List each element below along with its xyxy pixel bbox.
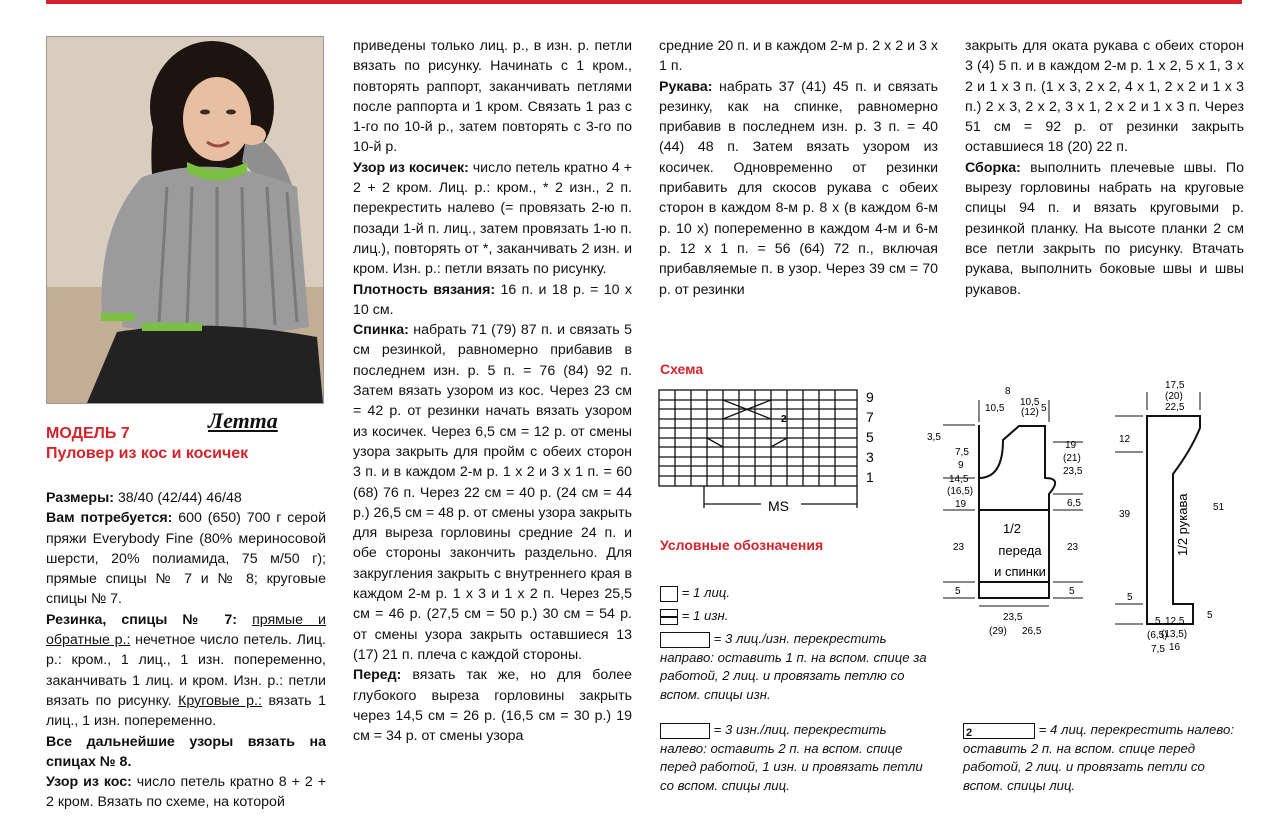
further-note: Все дальнейшие узоры вязать на спицах № 8. [46,733,326,770]
row-label-5: 5 [866,429,874,445]
back-label: Спинка: [353,322,409,339]
dim-arm-165: (16,5) [947,486,974,497]
sleeve-continued: закрыть для оката рукава с обеих сторон 3 (4) 5 п. и в каждом 2-м р. 1 х 2, 5 х 1, 3 х 2 и 1 х 3 п. (1 х 3, 2 х 2, 4 х 1, 2 х 2 и 1 х 3 п.) 2 х 3, 2 х 2, 3 х 1, 2 х 2 и 1 х 3 п. Через 51 см = 92 р. от резинки закрыть оставшиеся 18 (20) 22 п. [965,38,1244,156]
legend-knit-text: = 1 лиц. [681,585,731,600]
scheme-title: Схема [660,361,704,377]
braid-label: Узор из косичек: [353,159,469,176]
legend-cross-right-text: = 3 лиц./изн. перекрестить направо: оставить 1 п. на вспом. спице за работой, 2 лиц. и провязать петлю со вспом. спицы изн. [660,631,927,702]
dim-sleeve-top-a: 17,5 [1165,380,1185,391]
text-column-1 [46,488,326,813]
dim-sleeve-5: 5 [1127,592,1133,603]
dim-neck-35: 3,5 [927,432,941,443]
brand-logo: Летта [208,408,278,433]
body-label-2: переда [998,543,1042,558]
chart-mark: 2 [781,414,787,425]
dim-bottom-c: 26,5 [1022,626,1042,637]
legend-title: Условные обозначения [660,537,824,553]
sizes-value: 38/40 (42/44) 46/48 [113,490,242,506]
dim-sleeve-top-c: 22,5 [1165,402,1185,413]
dim-shoulder-a: 10,5 [985,403,1005,414]
model-heading [46,424,248,464]
front-continued: средние 20 п. и в каждом 2-м р. 2 х 2 и 3 х 1 п. [659,38,938,75]
dim-neck-top: 8 [1005,386,1011,397]
dim-l-5: 5 [955,586,961,597]
dim-sleeve-12: 12 [1119,434,1131,445]
dim-arm-145: 14,5 [949,474,969,485]
purl-symbol [660,609,678,625]
dim-r-65: 6,5 [1067,498,1081,509]
dim-neck-9: 9 [958,460,964,471]
dim-bottom-a: 23,5 [1003,612,1023,623]
legend-cross-left-3 [660,721,930,795]
model-name: Пуловер из кос и косичек [46,445,249,462]
rib-subhead-1: прямые и обратные р.: [46,611,326,649]
row-label-9: 9 [866,389,874,405]
dim-sleeve-bottom-b: (13,5) [1161,629,1188,640]
density-label: Плотность вязания: [353,281,496,298]
materials-label: Вам потребуется: [46,510,173,527]
dim-l-23: 23 [953,542,965,553]
rib-value-2: вязать 1 лиц., 1 изн. попеременно. [46,692,327,730]
model-photo [46,36,324,404]
dim-shoulder-c: (12) [1021,407,1039,418]
cross-left-4-symbol: 2 [963,723,1035,739]
dim-r-235: 23,5 [1063,466,1083,477]
row-label-3: 3 [866,449,874,465]
dim-sleeve-51: 51 [1213,502,1225,513]
top-rule [46,0,1242,4]
legend-cross-left-4-text: = 4 лиц. перекрестить налево: оставить 2 п. на вспом. спице перед работой, 2 лиц. и провязать петли со вспом. спицы лиц. [963,722,1234,793]
knit-symbol [660,586,678,602]
sleeve-label: Рукава: [659,78,713,95]
sizes-label: Размеры: [46,490,114,506]
dim-neck-75: 7,5 [955,447,969,458]
assembly-value: выполнить плечевые швы. По вырезу горловины набрать на круговые спицы 94 п. и вязать круговыми р. резинкой планку. На высоте планки 2 см все петли закрыть по рисунку. Втачать рукава, выполнить боковые швы и швы рукавов. [965,159,1244,298]
cable-label: Узор из кос: [46,774,132,791]
repeat-label: MS [768,498,789,514]
dim-r-5: 5 [1069,586,1075,597]
braid-value: число петель кратно 4 + 2 + 2 кром. Лиц. р.: кром., * 2 изн., 2 п. перекрестить налево (= провязать 2-ю п. позади 1-й п. лиц., затем провязать 1-ю п. лиц.), повторять от *, заканчивать 2 изн. и кром. Изн. р.: петли вязать по рисунку. [353,159,633,278]
legend-cross-right [660,630,930,704]
density-value: 16 п. и 18 р. = 10 х 10 см. [353,281,632,318]
dim-r-21: (21) [1063,453,1081,464]
dim-sleeve-bl-c: 7,5 [1151,644,1165,655]
legend-cross-left-4 [963,721,1243,795]
rib-label: Резинка, спицы № 7: [46,611,237,628]
dim-arm-19: 19 [955,499,967,510]
dim-sleeve-bl-a: 5 [1155,616,1161,627]
dim-shoulder-b: 10,5 [1020,397,1040,408]
body-label-3: и спинки [994,564,1046,579]
dim-r-23: 23 [1067,542,1079,553]
back-value: набрать 71 (79) 87 п. и связать 5 см резинкой, равномерно прибавив в последнем изн. р. 5 п. = 76 (84) 92 п. Затем вязать узором из кос. Через 23 см = 42 р. от резинки начать вязать узором из косичек. Через 6,5 см = 12 р. от смены узора закрыть для пройм с обеих сторон 3 п. и в каждом 2-м р. 1 х 2 и 3 х 1 п. = 60 (68) 76 п. Через 22 см = 40 р. (24 см = 44 р.) 26,5 см = 48 р. от смены узора закрыть для выреза горловины средние 24 п. и обе стороны закончить раздельно. Для закругления закрыть с внутреннего края в каждом 2-м р. 1 х 3 и 1 х 2 п. Через 25,5 см = 46 р. (27,5 см = 50 р.) 30 см = 54 р. от смены узора закрыть оставшиеся 13 (17) 21 п. плеча с каждой стороны. [353,322,632,663]
materials-value: 600 (650) 700 г серой пряжи Everybody Fine (80% мериносовой шерсти, 20% полиамида, 75 м/50 г); прямые спицы № 7 и № 8; круговые спицы № 7. [46,510,326,608]
cable-value: число петель кратно 8 + 2 + 2 кром. Вязать по схеме, на которой [46,774,326,811]
row-label-1: 1 [866,469,874,485]
sleeve-value: набрать 37 (41) 45 п. и связать резинку, как на спинке, равномерно прибавив в последнем изн. р. 3 п. = 40 (44) 48 п. Затем вязать узором из косичек. Одновременно от резинки прибавить для скосов рукава с обеих сторон в каждом 8-м р. 8 х (в каждом 6-м р. 10 х) попеременно в каждом 4-м и 6-м р. 12 х 1 п. = 56 (64) 72 п., включая прибавляемые п. в узор. Через 39 см = 70 р. от резинки [659,78,938,298]
dim-sleeve-top-b: (20) [1165,391,1183,402]
front-value: вязать так же, но для более глубокого выреза горловины закрыть через 14,5 см = 26 р. (16,5 см = 30 р.) 19 см = 34 р. от смены узора [353,667,632,745]
legend-cross-left-3-text: = 3 изн./лиц. перекрестить налево: оставить 2 п. на вспом. спице перед работой, 1 изн. и провязать петли со вспом. спицы лиц. [660,722,923,793]
dim-bottom-b: (29) [989,626,1007,637]
text-column-4 [965,36,1244,300]
sleeve-label: 1/2 рукава [1175,493,1190,556]
cross-left-3-symbol [660,723,710,739]
rib-value: нечетное число петель. Лиц. р.: кром., 1 лиц., 1 изн. попеременно, заканчивать 1 лиц. и кром. Изн. р.: петли вязать по рисунку. [46,632,326,709]
rib-subhead-2: Круговые р.: [178,692,262,709]
cross-right-symbol [660,632,710,648]
dim-r-19: 19 [1065,440,1077,451]
dim-sleeve-bottom-a: 12,5 [1165,616,1185,627]
model-number: МОДЕЛЬ 7 [46,425,130,442]
text-column-2 [353,36,632,746]
legend-knit [660,584,930,603]
cable-chart [656,386,886,518]
row-label-7: 7 [866,409,874,425]
sweater-model-illustration [47,37,323,403]
dim-sleeve-39: 39 [1119,509,1131,520]
front-label: Перед: [353,667,402,684]
pattern-schematic [925,380,1245,660]
dim-sleeve-5b: 5 [1207,610,1213,621]
assembly-label: Сборка: [965,159,1021,176]
dim-sleeve-bottom-c: 16 [1169,642,1181,653]
legend-purl-text: = 1 изн. [681,608,729,623]
text-column-3 [659,36,938,300]
legend-purl [660,607,930,626]
dim-sleeve-bl-b: (6,5) [1147,630,1168,641]
body-label-1: 1/2 [1002,521,1022,536]
cable-continued: приведены только лиц. р., в изн. р. петли вязать по рисунку. Начинать с 1 кром., повторять раппорт, заканчивать петлями после раппорта и 1 кром. Связать 1 раз с 1-го по 10-й р., затем повторять с 3-го по 10-й р. [353,38,632,156]
dim-shoulder-d: 5 [1041,403,1047,414]
